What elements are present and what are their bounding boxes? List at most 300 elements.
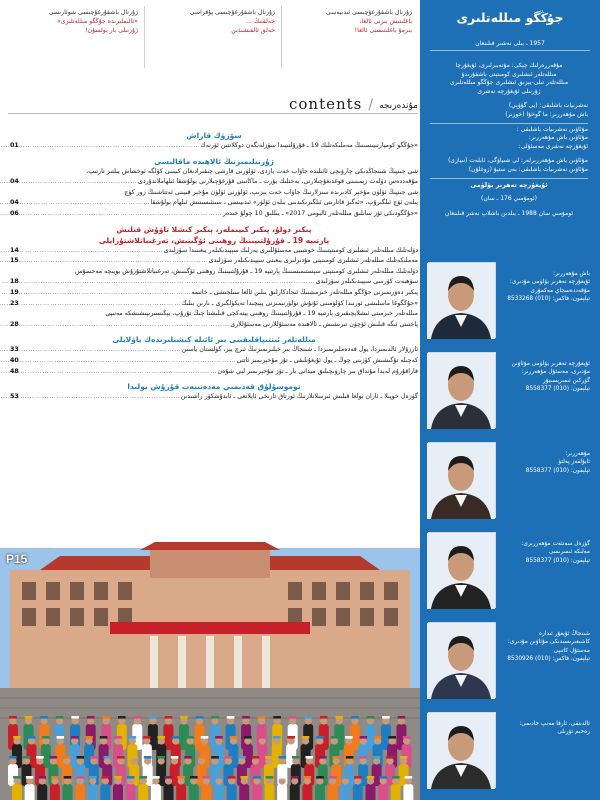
person-hat <box>28 736 36 739</box>
person-figure <box>164 784 174 800</box>
person-hat <box>403 736 411 739</box>
staff-line: مۇدىرى، مەسئۇل مۇھەررىر: <box>521 369 590 376</box>
person-hat <box>351 716 359 719</box>
section-title <box>10 381 418 392</box>
info-line: ئومۇمىي سان 1988 ـ يىلدىن باشلاپ نەشر قىلىنغان <box>444 209 573 217</box>
person-hat <box>76 776 84 779</box>
toc-entry <box>10 167 418 178</box>
person-hat <box>42 736 50 739</box>
person-figure <box>214 784 224 800</box>
leader-dots <box>22 320 230 331</box>
person-hat <box>346 756 354 759</box>
person-hat <box>87 716 95 719</box>
person-hat <box>117 756 125 759</box>
person-figure <box>353 784 363 800</box>
leader-dots <box>22 246 164 257</box>
person-hat <box>25 716 33 719</box>
staff-info <box>500 540 590 565</box>
staff-line: شىنجاڭ ئۇيغۇر ئىدارە <box>539 631 590 637</box>
person-hat <box>289 716 297 719</box>
person-hat <box>292 756 300 759</box>
person-figure <box>63 784 73 800</box>
person-hat <box>305 756 313 759</box>
entry-page: 28 <box>10 320 19 328</box>
person-figure <box>12 784 22 800</box>
person-hat <box>114 776 122 779</box>
staff-line: كاشىغىرىسىدىكى مۇئاۋىن مۇدىرى: <box>507 639 590 646</box>
person-hat <box>203 776 211 779</box>
person-figure <box>189 784 199 800</box>
person-figure <box>75 784 85 800</box>
entry-page: 53 <box>10 393 19 401</box>
person-hat <box>190 776 198 779</box>
entry-title: ئارزۇلار ئالدىمىزدا، يول قەدەملىرىمىزدا ـ شىنجاڭ بىر خېلىرىمىزنىڭ ئىرچ يېز، گۈلستان ياسىن <box>181 346 418 354</box>
person-hat <box>316 736 324 739</box>
toc-entry <box>10 198 418 209</box>
person-hat <box>63 756 71 759</box>
staff-portrait <box>428 532 496 608</box>
toc-entry <box>10 288 418 299</box>
section-title-line: ژۇرنىلىمىزنىڭ ئالاھىدە ماقالىسى <box>154 156 274 166</box>
person-hat <box>273 716 281 719</box>
entry-title: مەملىكەتلىك مىللەتلەر ئىشلىرى كومىتېتى مۇدىرلىرى يىغىنى سېپىدىكىلەر سۆزلىدى <box>208 257 418 265</box>
staff-card <box>426 256 594 348</box>
section-title <box>10 224 418 246</box>
entry-title: كەچىلە تۇگىشىش كۆزىنى چوڭ ـ يول ئۇيغۇنلىقى ـ تۇز مۇخېرىمىز ئاتتى <box>236 356 418 364</box>
slogan-line: ژۇرنال باشقۇرغۇچىسى شوئارىسى <box>48 9 138 16</box>
person-hat <box>258 716 266 719</box>
toc-entry <box>10 299 418 310</box>
person-hat <box>71 736 79 739</box>
leader-dots <box>22 256 209 267</box>
person-hat <box>278 776 286 779</box>
person-hat <box>304 776 312 779</box>
table-of-contents <box>10 130 418 407</box>
person-hat <box>354 776 362 779</box>
person-hat <box>291 776 299 779</box>
person-figure <box>138 784 148 800</box>
person-hat <box>26 776 34 779</box>
entry-title: پاختىنى ئىگە قىلىش ئۆچۈن تىرىشىش ـ ئالاھىدە مەسئۇللارنى مەسئۇللارى <box>230 320 418 328</box>
toc-entry <box>10 256 418 267</box>
person-figure <box>328 784 338 800</box>
toc-section <box>10 130 418 152</box>
person-hat <box>215 776 223 779</box>
person-figure <box>366 784 376 800</box>
section-title <box>10 334 418 345</box>
person-hat <box>373 756 381 759</box>
section-title <box>10 130 418 141</box>
person-hat <box>100 736 108 739</box>
person-hat <box>198 756 206 759</box>
entry-title: مىللەتلەر خىزمىتى ئىشلاپچىقىرى پارتىيە 19 ـ قۇرۇلتىيىنىڭ روھىنى يېتەكچى قىلىشتا چىڭ تۇرۇپ، يېڭىسىرىپىشىشكە مەنىپى <box>105 310 418 318</box>
person-hat <box>103 756 111 759</box>
person-hat <box>242 716 250 719</box>
slogan-line: ژۇرنىلى بار بولسۇن! <box>85 27 138 34</box>
person-hat <box>13 776 21 779</box>
person-figure <box>201 784 211 800</box>
staff-line: گۈركىن ئىمىرېسىيۇر <box>542 377 590 384</box>
person-hat <box>345 736 353 739</box>
page-label: P15 <box>6 552 28 566</box>
contents-english: contents <box>288 95 363 113</box>
entry-title: مۇقەددەس دۆلەت زېمىنىنى قوغدىغۇچىلارنى، بەختلىك يۇرت ـ ماكانىنى قۇرغۇچىلارنى بولۇشقا ئىلھاملاندۇردى <box>137 178 418 186</box>
info-line: مۇقەررەرلىك چېكى: مۇتەبىرلىرى، ئۇيغۇرچا <box>455 62 563 69</box>
staff-line: ئۇيغۇرچە تەھرىر بۆلۈمى مۇئاۋىن <box>511 361 590 367</box>
staff-line: باش مۇھەررىر: <box>553 271 590 277</box>
person-figure <box>315 784 325 800</box>
person-figure <box>126 784 136 800</box>
toc-section <box>10 334 418 377</box>
info-block <box>430 195 588 204</box>
staff-line: رەخىم تۆرىلى <box>557 729 590 736</box>
leader-dots <box>22 177 138 188</box>
person-hat <box>157 736 165 739</box>
staff-portrait <box>428 622 496 698</box>
leader-dots <box>22 392 181 403</box>
person-figure <box>50 784 60 800</box>
staff-portrait <box>428 442 496 518</box>
magazine-title: جۇڭگو مىللەتلىرى <box>456 10 564 25</box>
info-block <box>430 102 588 119</box>
person-hat <box>302 736 310 739</box>
toc-entry <box>10 188 418 199</box>
person-hat <box>287 736 295 739</box>
staff-info <box>500 630 590 664</box>
contents-heading <box>8 90 418 114</box>
person-hat <box>9 716 17 719</box>
person-hat <box>118 716 126 719</box>
leader-dots <box>22 299 182 310</box>
person-hat <box>165 776 173 779</box>
staff-info <box>500 720 590 737</box>
person-hat <box>316 776 324 779</box>
info-block <box>430 157 588 174</box>
person-hat <box>400 756 408 759</box>
person-figure <box>37 784 47 800</box>
person-hat <box>265 756 273 759</box>
person-hat <box>279 756 287 759</box>
person-hat <box>134 716 142 719</box>
person-hat <box>36 756 44 759</box>
info-line: مىللەتلەر تىلى-يېزىق ئىشلىرى جۇڭگو مىللەتلىرى <box>449 79 569 87</box>
staff-info <box>500 270 590 304</box>
entry-page: 04 <box>10 199 19 207</box>
toc-entry <box>10 356 418 367</box>
toc-section <box>10 156 418 220</box>
staff-card <box>426 706 594 798</box>
person-hat <box>38 776 46 779</box>
toc-entry <box>10 309 418 320</box>
person-hat <box>180 716 188 719</box>
leader-dots <box>22 288 192 299</box>
info-line: (ئومۇمىي 176 ـ سان) <box>481 195 537 203</box>
toc-entry <box>10 367 418 378</box>
entry-page: 04 <box>10 178 19 186</box>
entry-title: «جۇڭگوغا ماسلىشى ئورنىدا كۆلۈمىنى ئۇنۇش تۈلۈرنىمىزنى پېيچىدا تەيكۈلگىرى ـ نارىن بىلىك <box>181 299 418 307</box>
person-figure <box>100 784 110 800</box>
person-hat <box>9 756 17 759</box>
person-hat <box>51 776 59 779</box>
person-hat <box>266 776 274 779</box>
toc-entry <box>10 141 418 152</box>
person-hat <box>405 776 413 779</box>
person-hat <box>50 756 58 759</box>
person-figure <box>176 784 186 800</box>
toc-section <box>10 381 418 403</box>
cover-photo <box>0 548 420 800</box>
person-portrait-icon <box>427 713 495 789</box>
person-hat <box>244 736 252 739</box>
person-figure <box>378 784 388 800</box>
info-block <box>430 181 588 190</box>
person-hat <box>367 716 375 719</box>
entry-title: «جۇڭگودىكى ئۆز سانلىق مىللەتلەر ئالبومى 2017» ـ يىللىق 10 چولۇ خىدەر <box>222 209 418 217</box>
person-hat <box>13 736 21 739</box>
person-hat <box>56 716 64 719</box>
slogan-column <box>281 6 418 68</box>
person-hat <box>336 716 344 719</box>
leader-dots <box>22 356 237 367</box>
person-hat <box>139 776 147 779</box>
info-block <box>430 126 588 152</box>
slogan-line: خەلق ئالقىشىدىن <box>231 27 275 34</box>
person-hat <box>258 736 266 739</box>
entry-title: شى جىنپىڭ ئۆلۈن مۇخېر كادىرىدە سىزلارنىڭ جاۋاب خەت يېزىپ، ئۆلۈرنى ئۆلۈن مۇخېر قىيىنى ئەتتاشنىڭ زور كۆچ <box>124 188 418 196</box>
founded-line: 1957 ـ يىلى نەشىر قىلىنغان <box>430 40 590 51</box>
staff-portrait <box>428 352 496 428</box>
entry-page: 23 <box>10 299 19 307</box>
staff-portrait <box>428 712 496 788</box>
person-hat <box>114 736 122 739</box>
person-hat <box>253 776 261 779</box>
person-hat <box>386 756 394 759</box>
entry-title: شى جىنپىڭ شىنجاڭدىكى چارۋىچى ئائىلىدە جاۋاب خەت يازدى، ئۆلۈرنى قارشى چىقىرادىغان كىيىنى كۆلگە ئوخشاش يىلتىز تارتىپ، <box>86 167 418 175</box>
person-hat <box>341 776 349 779</box>
toc-section <box>10 224 418 331</box>
leader-dots <box>22 141 201 152</box>
person-hat <box>225 756 233 759</box>
person-hat <box>152 776 160 779</box>
person-portrait-icon <box>427 353 495 429</box>
editorial-slogans <box>8 6 418 68</box>
person-hat <box>90 756 98 759</box>
staff-line: گۈزەل سەنئەت مۇھەررىرى: <box>521 541 590 547</box>
person-hat <box>102 716 110 719</box>
entry-page: 33 <box>10 346 19 354</box>
toc-entry <box>10 246 418 257</box>
entry-title: سۆھبەت كۈرسى سېپىدىكىلەر سۆزلىدى <box>315 278 418 286</box>
staff-line: تېلېفون، فاكس: (010) 8533268 <box>507 296 590 303</box>
entry-page: 19 <box>10 288 19 296</box>
staff-line: تېلېفون، فاكس: (010) 8530926 <box>507 656 590 663</box>
staff-card <box>426 616 594 708</box>
person-hat <box>238 756 246 759</box>
info-divider <box>430 178 588 179</box>
info-line: مۇئاۋىن باش مۇھەررىرلەر: لى شىياۋگى، ئابلەت (نىيازى) <box>447 157 588 165</box>
person-figure <box>227 784 237 800</box>
staff-card <box>426 526 594 618</box>
staff-line: ئۇيغۇرچە تەھرىر بۆلۈمى مۇدىرى: <box>509 279 590 286</box>
person-hat <box>143 736 151 739</box>
toc-entry <box>10 277 418 288</box>
person-figure <box>302 784 312 800</box>
person-hat <box>273 736 281 739</box>
slogan-line: بىزمۇ باغلىنىشنى ئالغا! <box>354 27 412 34</box>
entry-page: 40 <box>10 356 19 364</box>
entry-title: دۆلەتلىك مىللەتلەر ئىشلىرى كومىتېتىنىڭ خوشىيى مەسئۇللىرى يەرلىك سېپىدىكىلەر يىغىنىدا سۆزلىدى <box>163 246 418 254</box>
entry-title: دۆلەتلىك مىللەتلەر ئىشلىرى كومىتېتى سېستىمىسىنىڭ پارتىيە 19 ـ قۇرۇلتىيىنىڭ روھىنى ئۆگىنىش، تەرغىباتلاشتۇرۇش بويىچە مەخسۇس <box>74 267 418 275</box>
person-hat <box>23 756 31 759</box>
staff-line: مەسئۇل كاتىپى <box>553 647 590 654</box>
person-hat <box>71 716 79 719</box>
person-hat <box>392 776 400 779</box>
person-figure <box>340 784 350 800</box>
info-line: مۇئاۋىن نەشرىيات باشلىقى : <box>516 125 588 133</box>
info-block <box>430 62 588 96</box>
staff-line: ئابۇلقەز پەلتۈ <box>558 459 590 466</box>
person-hat <box>320 716 328 719</box>
staff-info <box>500 450 590 475</box>
person-hat <box>228 776 236 779</box>
toc-entry <box>10 209 418 220</box>
entry-title: «جۇڭگو كومپارتىيىسىنىڭ مەملىكەتلىك 19 ـ قۇرۇلتىيىدا سۆزلەنگەن دوكلاتتىن ئۆرنەك <box>200 142 418 149</box>
info-block <box>430 210 588 219</box>
entry-page: 48 <box>10 367 19 375</box>
person-hat <box>329 776 337 779</box>
staff-info <box>500 360 590 394</box>
person-hat <box>89 776 97 779</box>
person-hat <box>227 716 235 719</box>
person-hat <box>215 736 223 739</box>
masthead-sidebar <box>420 0 600 800</box>
staff-portrait <box>428 262 496 338</box>
person-hat <box>319 756 327 759</box>
person-hat <box>230 736 238 739</box>
person-hat <box>56 736 64 739</box>
entry-title: گۈزەل خوپىلا ـ ئاران بولغا قىلىش ئىرسلانلارنىڭ ئورتاق تارىخى ئاپلانغى ـ ئابدۇشكۈر راشىدىن <box>180 393 418 401</box>
person-hat <box>127 776 135 779</box>
person-hat <box>149 716 157 719</box>
toc-entry <box>10 320 418 331</box>
person-hat <box>332 756 340 759</box>
person-hat <box>102 776 110 779</box>
person-portrait-icon <box>427 443 495 519</box>
person-figure <box>403 784 413 800</box>
staff-line: تېلېفون: (010) 8558377 <box>525 557 590 564</box>
person-figure <box>151 784 161 800</box>
person-figure <box>265 784 275 800</box>
info-line: ژۇرنىلى ئۇيغۇرچە نەشرى <box>477 87 541 95</box>
person-hat <box>252 756 260 759</box>
person-hat <box>201 736 209 739</box>
group-photo-illustration <box>0 548 420 800</box>
person-hat <box>331 736 339 739</box>
section-title-line: سۆزۈك قاراش <box>186 131 242 140</box>
person-hat <box>382 716 390 719</box>
slogan-line: «ئالىملىرىدە جۇڭگو مىللەتلىرى» <box>56 18 138 25</box>
entry-title: قاراقۇرۇم لەيدا مۇنداق بىر چارۋىچىلىق ميدانى بار ـ تۆز مۇخېرىمىز لېي شۇەن <box>217 367 418 375</box>
toc-entry <box>10 345 418 356</box>
entry-title: بىلەن ئۆچ ئىلگىرۇپ، «ئەگىز قاتارىنى ئىلگىرىكىدىنى بىلەن ئۆلۈر» ئىدىيىسى ـ سىنئىسىنىش ئىلھام بولۇشقا <box>150 199 418 207</box>
person-figure <box>239 784 249 800</box>
slogan-column <box>8 6 144 68</box>
person-hat <box>359 756 367 759</box>
person-hat <box>77 756 85 759</box>
staff-line: ئالدىنقى، ئارقا مەنپ خادىمى: <box>519 721 590 727</box>
person-figure <box>113 784 123 800</box>
toc-entry <box>10 177 418 188</box>
person-figure <box>290 784 300 800</box>
person-hat <box>157 756 165 759</box>
slogan-line: ژۇرنال باشقۇرغۇچىسى ئىدىيەسى <box>326 9 412 16</box>
person-hat <box>64 776 72 779</box>
person-hat <box>304 716 312 719</box>
leader-dots <box>22 198 151 209</box>
person-hat <box>211 716 219 719</box>
section-title-line: مىللەتلەر ئىتتىپاقلىقىنى بىر ئائىلە كىشىلىرىدەك ياۋلايلى <box>112 335 316 345</box>
person-hat <box>379 776 387 779</box>
person-hat <box>184 756 192 759</box>
person-hat <box>85 736 93 739</box>
person-figure <box>25 784 35 800</box>
leader-dots <box>22 209 223 220</box>
section-title <box>10 156 418 167</box>
contents-uyghur: مۇندەرىجە <box>379 101 418 111</box>
person-hat <box>367 776 375 779</box>
person-hat <box>196 716 204 719</box>
entry-page: 06 <box>10 209 19 217</box>
person-hat <box>211 756 219 759</box>
info-line: ئۇيغۇرچە تەھرىر بۆلۈمى <box>470 180 548 189</box>
contents-divider: / <box>368 97 374 113</box>
person-hat <box>388 736 396 739</box>
person-hat <box>130 756 138 759</box>
entry-page: 01 <box>10 142 19 149</box>
person-hat <box>129 736 137 739</box>
leader-dots <box>22 367 218 378</box>
person-figure <box>252 784 262 800</box>
person-hat <box>359 736 367 739</box>
person-hat <box>398 716 406 719</box>
slogan-column <box>144 6 281 68</box>
person-hat <box>186 736 194 739</box>
info-divider <box>430 123 588 124</box>
section-title-line: پارتىيە 19 ـ قۇرۇلتىيىنىڭ روھىنى ئۆگىنىش، تەرغىباتلاشتۇرايلى <box>98 235 330 245</box>
person-hat <box>171 756 179 759</box>
staff-line: مۇھەررىر: <box>565 451 590 457</box>
info-line: مىللەتلەر ئىشلىرى كومىتېتى باشقۇرىدۇ <box>461 70 557 78</box>
person-hat <box>172 736 180 739</box>
toc-entry <box>10 392 418 403</box>
info-line: مۇئاۋىن نەشرىيات باشلىقى: بەن ستيۇ (زوغلۇن) <box>468 165 588 173</box>
info-line: باش مۇھەررىر: ما گوخۇا (خوزىر) <box>505 110 588 118</box>
section-title-line: پىكىر دولۇ، پىكىر كىيىملەر، پىكىر كىشلا تاۋۇش قىلىش <box>116 224 312 234</box>
toc-entry <box>10 267 418 278</box>
info-line: ئۇيغۇرچە نەشرى مەسئۇلى: <box>518 142 588 150</box>
entry-title: پىكىر دەۋرىمىزنى جۇڭگو مىللەتلەر خىزمىتىنىڭ ئىجادكارلىق يىلىن ئالغا سىلجىشى ـ خاتىمە <box>191 288 418 296</box>
person-portrait-icon <box>427 533 495 609</box>
person-hat <box>40 716 48 719</box>
info-line: مۇئاۋىن باش مۇھەررىر: <box>528 134 588 142</box>
entry-page: 18 <box>10 278 19 286</box>
staff-line: مۇقەددەسجاي مەكمۇرى <box>530 287 590 294</box>
person-figure <box>88 784 98 800</box>
person-figure <box>277 784 287 800</box>
person-hat <box>144 756 152 759</box>
person-portrait-icon <box>427 263 495 339</box>
leader-dots <box>22 345 182 356</box>
